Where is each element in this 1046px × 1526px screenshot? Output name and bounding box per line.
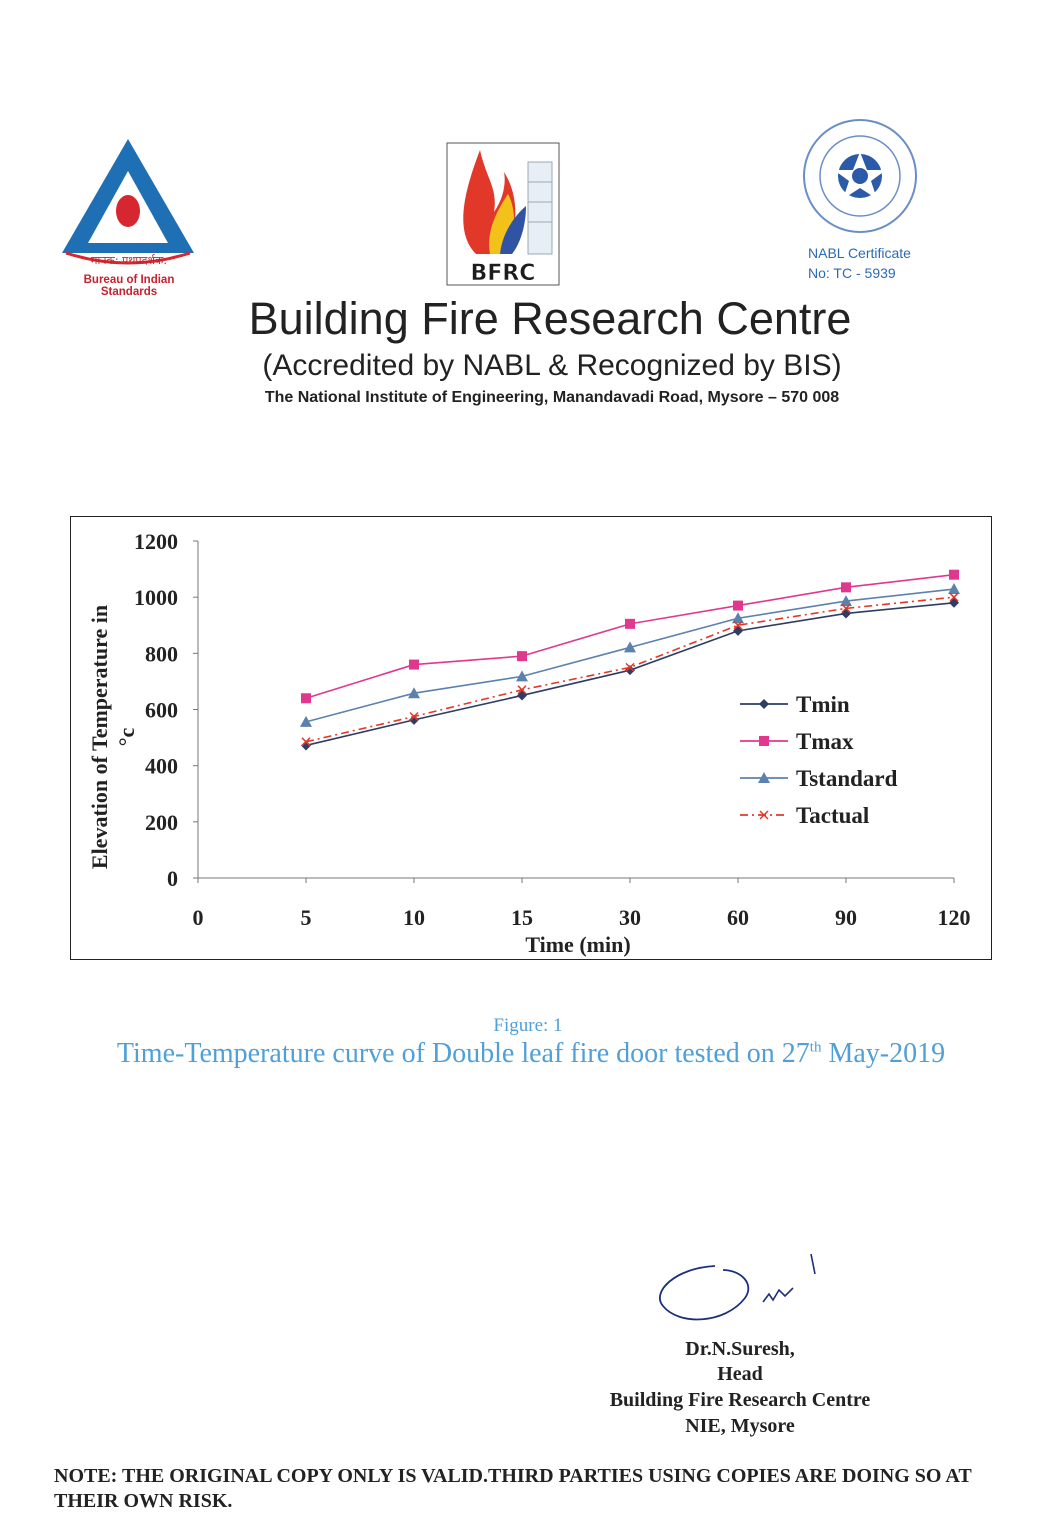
data-point-tmax: [517, 651, 527, 661]
y-axis-label-line2: °c: [114, 727, 139, 747]
time-temperature-chart: [70, 516, 992, 960]
legend-label-tmax: Tmax: [796, 729, 854, 754]
data-point-tmin: [517, 690, 527, 700]
nabl-cert-line1: NABL Certificate: [808, 245, 911, 261]
data-point-tmin: [841, 608, 851, 618]
caption-date: May-2019: [821, 1038, 946, 1069]
data-point-tmax: [409, 660, 419, 670]
legend: [740, 692, 898, 828]
signatory-location: NIE, Mysore: [685, 1415, 795, 1437]
y-tick-label: 600: [145, 697, 178, 723]
series-line-tmax: [306, 575, 954, 699]
data-point-tmax: [949, 570, 959, 580]
series-tstandard: [300, 583, 960, 727]
legend-label-tactual: Tactual: [796, 803, 870, 828]
x-tick-label: 60: [727, 905, 749, 930]
nabl-cert-line2: No: TC - 5939: [808, 265, 896, 281]
bis-hindi-caption: मानक: पथप्रदर्शक:: [90, 254, 168, 267]
legend-label-tstandard: Tstandard: [796, 766, 898, 791]
bfrc-logo-text: BFRC: [470, 261, 536, 286]
signature-mark: [645, 1240, 835, 1330]
series-tmax: [301, 570, 959, 704]
signatory-org: Building Fire Research Centre: [609, 1389, 871, 1411]
series-line-tstandard: [306, 589, 954, 722]
figure-label: Figure: 1: [493, 1015, 563, 1036]
y-axis-label-line1: Elevation of Temperature in: [87, 604, 112, 870]
signatory-name: Dr.N.Suresh,: [685, 1338, 795, 1360]
nabl-certificate: [808, 243, 911, 283]
x-tick-label: 90: [835, 905, 857, 930]
figure-caption: [0, 1038, 1046, 1070]
bfrc-logo: [446, 142, 560, 286]
y-tick-label: 0: [167, 866, 178, 891]
legend-marker-tmin: [759, 699, 769, 709]
y-tick-label: 1000: [134, 585, 178, 611]
org-subtitle: (Accredited by NABL & Recognized by BIS): [262, 349, 842, 382]
data-point-tmax: [301, 693, 311, 703]
data-point-tmax: [841, 582, 851, 592]
org-address: The National Institute of Engineering, Manandavadi Road, Mysore – 570 008: [264, 389, 840, 406]
disclaimer-note: NOTE: THE ORIGINAL COPY ONLY IS VALID.THIRD PARTIES USING COPIES ARE DOING SO AT THEIR OWN RISK.: [54, 1465, 972, 1512]
signatory-title: Head: [717, 1363, 763, 1385]
y-tick-label: 200: [145, 809, 178, 835]
data-point-tmax: [625, 619, 635, 629]
x-tick-label: 15: [511, 905, 533, 930]
x-tick-label: 5: [300, 905, 312, 930]
caption-text: Time-Temperature curve of Double leaf fire door tested on 27: [116, 1038, 810, 1069]
nabl-seal: [790, 112, 930, 242]
org-title: Building Fire Research Centre: [248, 293, 852, 344]
x-tick-label: 0: [192, 905, 204, 930]
data-point-tmax: [733, 601, 743, 611]
legend-label-tmin: Tmin: [796, 692, 850, 717]
y-tick-label: 1200: [134, 529, 178, 554]
y-tick-label: 400: [145, 753, 178, 779]
data-point-tstandard: [948, 583, 960, 594]
x-tick-label: 10: [403, 905, 425, 930]
y-tick-label: 800: [145, 641, 178, 667]
bis-logo: [58, 135, 198, 295]
x-tick-label: 30: [619, 905, 641, 930]
x-axis-label: Time (min): [525, 932, 631, 957]
legend-marker-tmax: [759, 736, 769, 746]
bis-caption: Bureau of Indian Standards: [83, 274, 175, 298]
data-point-tmin: [949, 598, 959, 608]
caption-superscript: th: [809, 1039, 822, 1056]
x-tick-label: 120: [937, 905, 971, 930]
